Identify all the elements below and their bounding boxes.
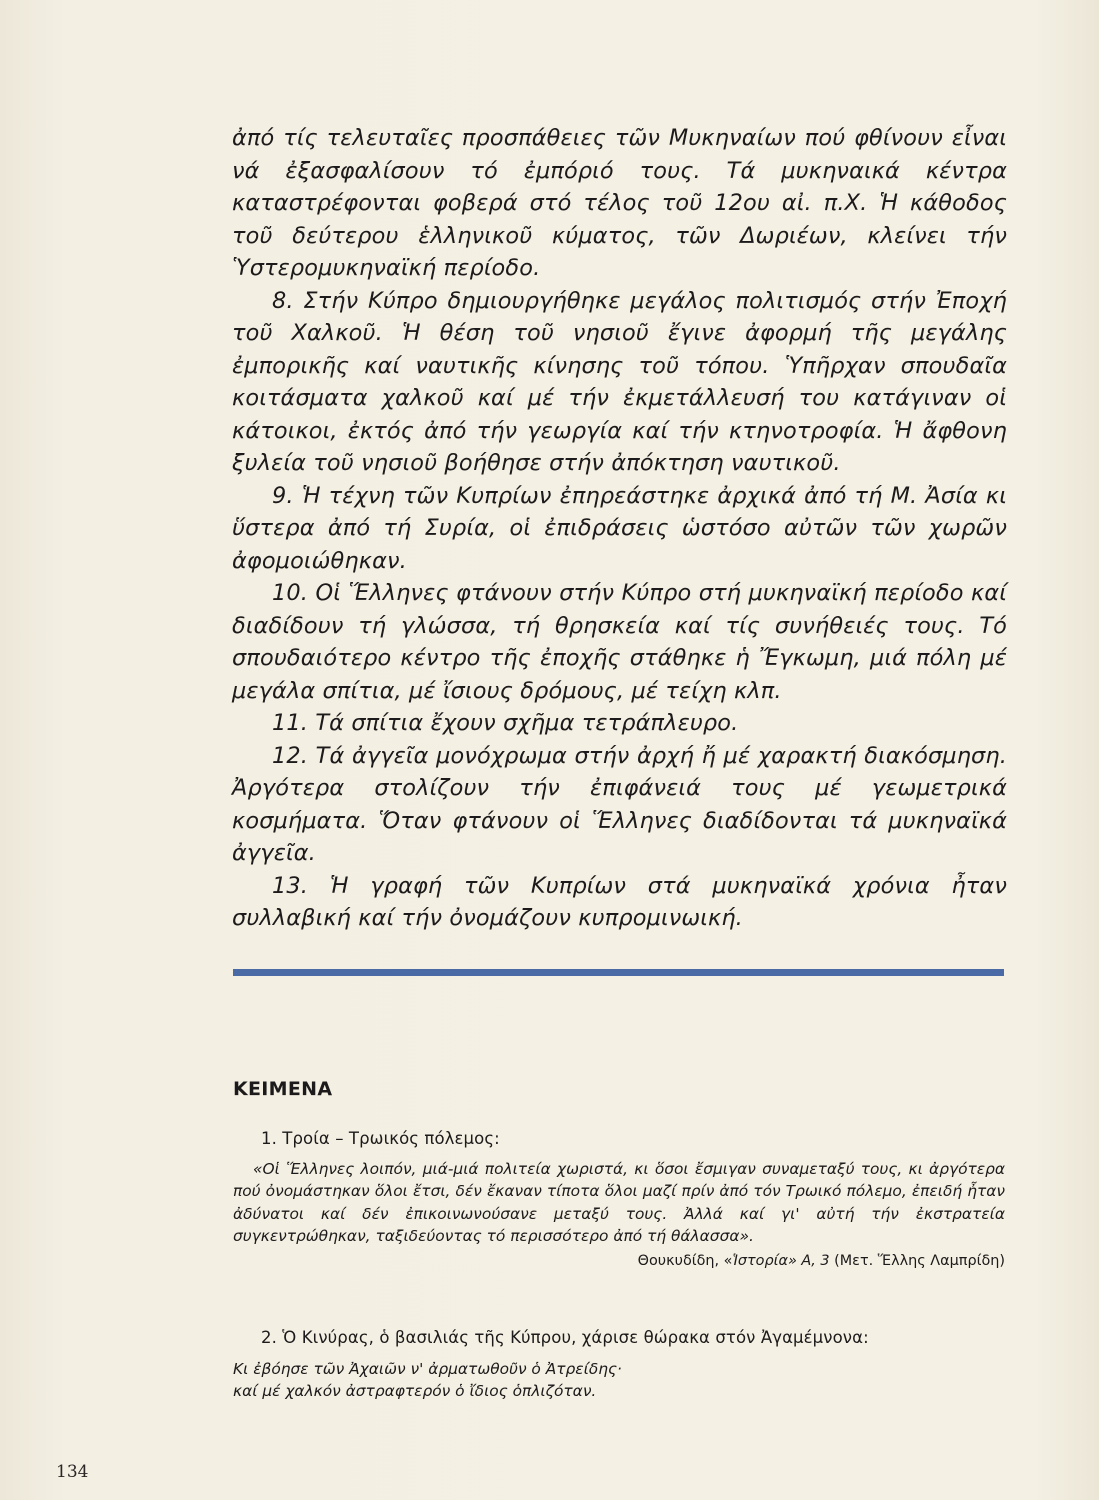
paragraph-8: 8. Στήν Κύπρο δημιουργήθηκε μεγάλος πολιτισμός στήν Ἐποχή τοῦ Χαλκοῦ. Ἡ θέση τοῦ νησιοῦ ἔγινε ἀφορμή τῆς μεγάλης ἐμπορικῆς καί ναυτικῆς κίνησης τοῦ τόπου. Ὑπῆρχαν σπουδαῖα κοιτάσματα χαλκοῦ καί μέ τήν ἐκμετάλλευσή του κατάγιναν οἱ κάτοικοι, ἐκτός ἀπό τήν γεωργία καί τήν κτηνοτροφία. Ἡ ἄφθονη ξυλεία τοῦ νησιοῦ βοήθησε στήν ἀπόκτηση ναυτικοῦ.	[232, 287, 1007, 476]
item-2-verse-line-2: καί μέ χαλκόν ἀστραφτερόν ὁ ἴδιος ὁπλιζόταν.	[233, 1382, 597, 1400]
paragraph-9: 9. Ἡ τέχνη τῶν Κυπρίων ἐπηρεάστηκε ἀρχικά ἀπό τή Μ. Ἀσία κι ὕστερα ἀπό τή Συρία, οἱ ἐπιδράσεις ὡστόσο αὐτῶν τῶν χωρῶν ἀφομοιώθηκαν.	[232, 482, 1007, 574]
item-1-heading: 1. Τροία – Τρωικός πόλεμος:	[261, 1129, 500, 1148]
paragraph-10: 10. Οἱ Ἕλληνες φτάνουν στήν Κύπρο στή μυκηναϊκή περίοδο καί διαδίδουν τή γλώσσα, τή θρησκεία καί τίς συνήθειές τους. Τό σπουδαιότερο κέντρο τῆς ἐποχῆς στάθηκε ἡ Ἔγκωμη, μιά πόλη μέ μεγάλα σπίτια, μέ ἴσιους δρόμους, μέ τείχη κλπ.	[232, 580, 1007, 704]
paragraph-13: 13. Ἡ γραφή τῶν Κυπρίων στά μυκηναϊκά χρόνια ἦταν συλλαβική καί τήν ὀνομάζουν κυπρομινωική.	[232, 872, 1007, 931]
item-2-heading: 2. Ὁ Κινύρας, ὁ βασιλιάς τῆς Κύπρου, χάρισε θώρακα στόν Ἀγαμέμνονα:	[261, 1328, 869, 1347]
text-item-2	[233, 1327, 1005, 1402]
paragraph-12: 12. Τά ἀγγεῖα μονόχρωμα στήν ἀρχή ἤ μέ χαρακτή διακόσμηση. Ἀργότερα στολίζουν τήν ἐπιφάνειά τους μέ γεωμετρικά κοσμήματα. Ὅταν φτάνουν οἱ Ἕλληνες διαδίδονται τά μυκηναϊκά ἀγγεῖα.	[232, 742, 1007, 866]
paragraph-11: 11. Τά σπίτια ἔχουν σχῆμα τετράπλευρο.	[272, 710, 739, 736]
section-title: ΚΕΙΜΕΝΑ	[233, 1078, 333, 1100]
attribution-work: Ἱστορία» Α, 3	[732, 1252, 830, 1269]
text-item-1	[233, 1128, 1005, 1272]
attribution-translator: (Μετ. Ἕλλης Λαμπρίδη)	[829, 1252, 1005, 1269]
item-2-verse-line-1: Κι ἐβόησε τῶν Ἀχαιῶν ν' ἀρματωθοῦν ὁ Ἀτρείδης·	[233, 1360, 622, 1378]
attribution-author: Θουκυδίδη, «	[637, 1252, 733, 1269]
page-number: 134	[56, 1462, 89, 1482]
section-divider	[233, 969, 1004, 976]
item-1-attribution	[233, 1250, 1005, 1272]
paragraph-continuation: ἀπό τίς τελευταῖες προσπάθειες τῶν Μυκηναίων πού φθίνουν εἶναι νά ἐξασφαλίσουν τό ἐμπόριό τους. Τά μυκηναικά κέντρα καταστρέφονται φοβερά στό τέλος τοῦ 12ου αἰ. π.Χ. Ἡ κάθοδος τοῦ δεύτερου ἑλληνικοῦ κύματος, τῶν Δωριέων, κλείνει τήν Ὑστερομυκηναϊκή περίοδο.	[232, 125, 1007, 281]
main-text	[232, 122, 1007, 935]
item-1-quote: «Οἱ Ἕλληνες λοιπόν, μιά-μιά πολιτεία χωριστά, κι ὅσοι ἔσμιγαν συναμεταξύ τους, κι ἀργότερα πού ὀνομάστηκαν ὅλοι ἔτσι, δέν ἔκαναν τίποτα ὅλοι μαζί πρίν ἀπό τόν Τρωικό πόλεμο, ἐπειδή ἦταν ἀδύνατοι καί δέν ἐπικοινωνούσανε μεταξύ τους. Ἀλλά καί γι' αὐτή τήν ἐκστρατεία συγκεντρώθηκαν, ταξιδεύοντας τό περισσότερο ἀπό τή θάλασσα».	[233, 1160, 1005, 1246]
